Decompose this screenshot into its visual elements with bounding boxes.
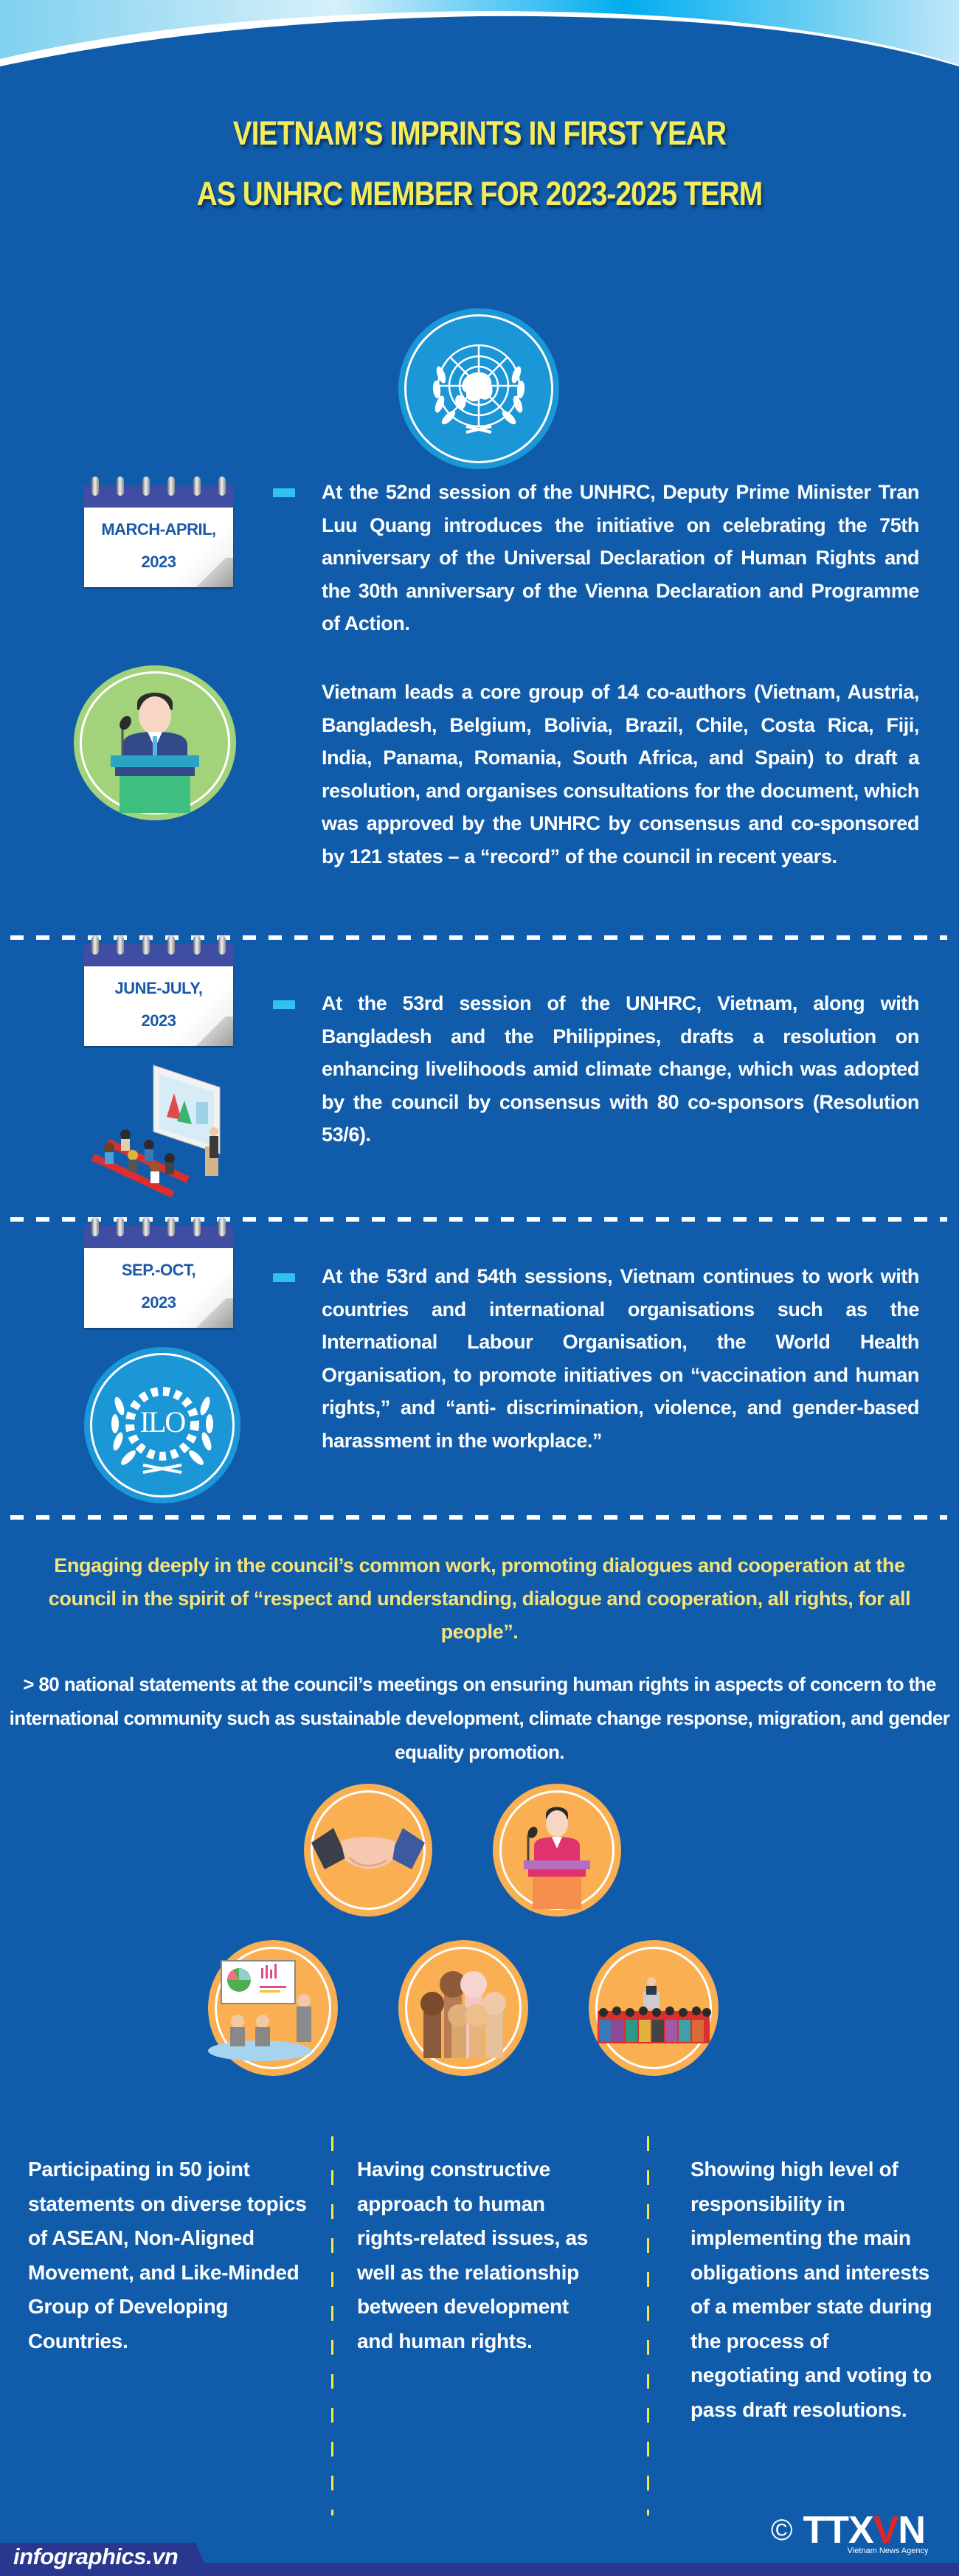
timeline-paragraph: Vietnam leads a core group of 14 co-authors (Vietnam, Austria, Bangladesh, Belgium, Bolivia, Brazil, Chile, Costa Rica, Fiji, India, Panama, Romania, South Africa, and Spain) to draft a resolution, and organises consultations for the document, which was approved by the UNHRC by consensus and co-sponsored by 121 states – a “record” of the council in recent years. bbox=[322, 681, 919, 868]
speaker-podium-icon bbox=[493, 1784, 621, 1917]
national-statements-text: > 80 national statements at the council’s meetings on ensuring human rights in aspects of concern to the international community such as sustainable development, climate change response, migration, and gender equality promotion. bbox=[9, 1673, 950, 1763]
copyright-icon: © bbox=[771, 2514, 793, 2546]
title-line-2: AS UNHRC MEMBER FOR 2023-2025 TERM bbox=[196, 175, 763, 212]
agency-logo-wordmark: TTXVN bbox=[803, 2509, 925, 2552]
column-divider bbox=[647, 2136, 649, 2516]
agency-name: Vietnam News Agency bbox=[847, 2546, 929, 2555]
achievement-constructive-approach: Having constructive approach to human rights-related issues, as well as the relationship between development and human rights. bbox=[357, 2158, 589, 2352]
date-year: 2023 bbox=[141, 553, 176, 571]
ilo-label: ILO bbox=[139, 1405, 185, 1438]
calendar-sep-oct bbox=[84, 1217, 233, 1328]
timeline-paragraph: At the 53rd and 54th sessions, Vietnam continues to work with countries and international organisations such as the International Labour Organisation, the World Health Organisation, to promote initiatives on “vaccination and human rights,” and “anti- discrimination, violence, and gender-based harassment in the workplace.” bbox=[322, 1265, 919, 1452]
date-year: 2023 bbox=[141, 1293, 176, 1312]
presentation-audience-icon bbox=[87, 1058, 235, 1205]
un-emblem-icon bbox=[398, 308, 559, 469]
top-wave-decoration bbox=[0, 0, 959, 66]
bullet-marker bbox=[273, 1000, 295, 1009]
bullet-marker bbox=[273, 1273, 295, 1282]
date-label: SEP.-OCT, bbox=[121, 1261, 196, 1279]
date-year: 2023 bbox=[141, 1011, 176, 1030]
meeting-presentation-icon bbox=[208, 1940, 338, 2076]
timeline-paragraph: At the 53rd session of the UNHRC, Vietnam, along with Bangladesh and the Philippines, drafts a resolution on enhancing livelihoods amid climate change, which was adopted by the council by consensus with 80 co-sponsors (Resolution 53/6). bbox=[322, 992, 919, 1146]
page-title bbox=[67, 103, 892, 224]
ilo-emblem-icon bbox=[84, 1347, 240, 1503]
calendar-march-april bbox=[84, 477, 233, 587]
title-line-1: VIETNAM’S IMPRINTS IN FIRST YEAR bbox=[232, 114, 727, 152]
engagement-highlight: Engaging deeply in the council’s common work, promoting dialogues and cooperation at the council in the spirit of “respect and understanding, dialogue and cooperation, all rights, for all people”. bbox=[48, 1554, 911, 1643]
agency-logo bbox=[771, 2509, 929, 2566]
column-divider bbox=[331, 2136, 333, 2516]
date-label: JUNE-JULY, bbox=[114, 979, 203, 997]
raised-fists-icon bbox=[398, 1940, 528, 2076]
achievement-joint-statements: Participating in 50 joint statements on diverse topics of ASEAN, Non-Aligned Movement, and Like-Minded Group of Developing Countries. bbox=[28, 2158, 307, 2352]
speaker-at-podium-icon bbox=[74, 665, 236, 820]
assembly-audience-icon bbox=[589, 1940, 719, 2076]
calendar-june-july bbox=[84, 935, 233, 1046]
date-label: MARCH-APRIL, bbox=[101, 520, 216, 539]
timeline-paragraph: At the 52nd session of the UNHRC, Deputy Prime Minister Tran Luu Quang introduces the initiative on celebrating the 75th anniversary of the Universal Declaration of Human Rights and the 30th anniversary of the Vienna Declaration and Programme of Action. bbox=[322, 481, 919, 634]
achievement-responsibility: Showing high level of responsibility in implementing the main obligations and interests of a member state during the process of negotiating and voting to pass draft resolutions. bbox=[690, 2158, 932, 2421]
section-divider bbox=[10, 1515, 947, 1520]
handshake-icon bbox=[304, 1784, 432, 1917]
footer-brand[interactable]: infographics.vn bbox=[13, 2544, 179, 2569]
bullet-marker bbox=[273, 488, 295, 497]
